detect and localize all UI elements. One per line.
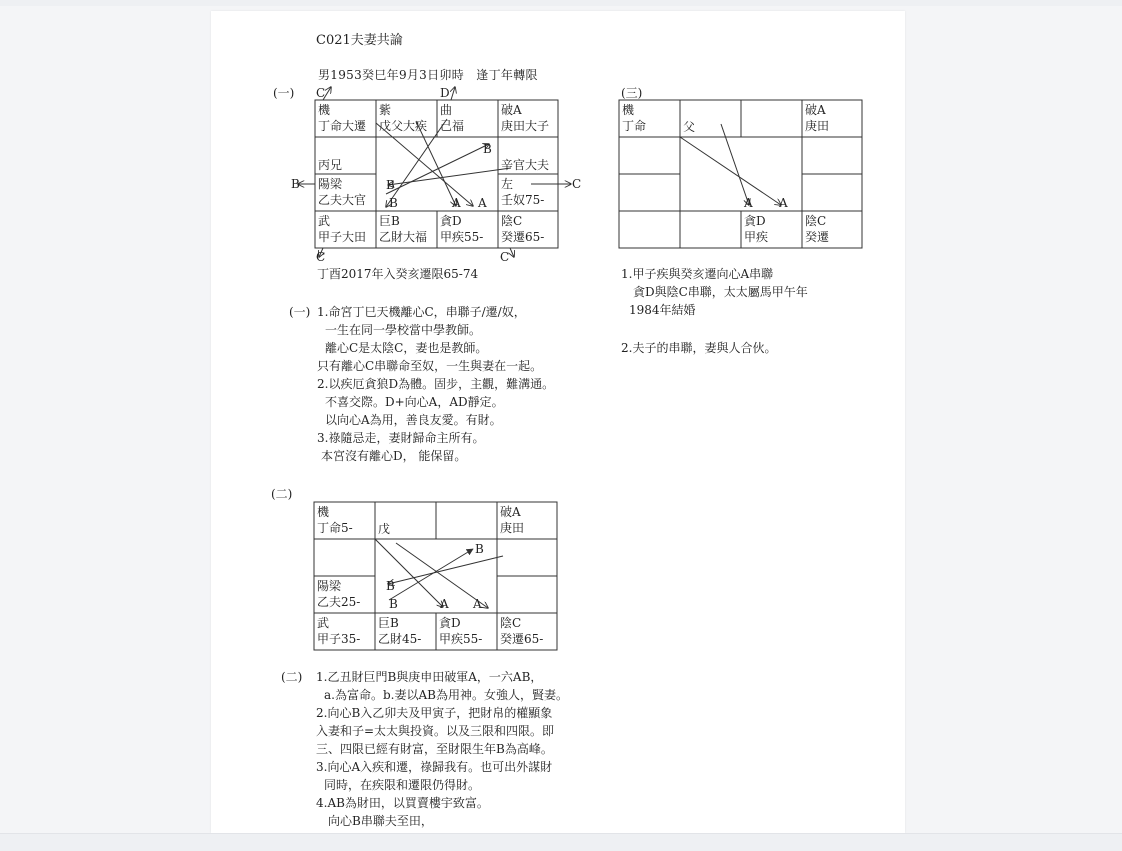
note-2-line-1: 1.乙丑財巨門B與庚申田破軍A，一六AB， [316,670,543,684]
section-label-1: (一) [273,86,295,100]
chart-3-cell-yin: 陰C 癸遷 [805,214,830,244]
chart-1-cell-zuo: 左 壬奴75- [501,177,545,207]
section-label-3: (三) [621,86,643,100]
note-1-line-3: 離心C是太陰C，妻也是教師。 [325,341,488,355]
chart-1-cell-zi: 紫 戊父大疾 [379,103,428,133]
viewer-bottom-bar [0,833,1122,851]
note-2-label: (二) [281,670,303,684]
note-3-line-4: 2.夫子的串聯，妻與人合伙。 [621,341,777,355]
document-title: C021夫妻共論 [316,33,403,48]
note-2-line-9: 向心B串聯夫至田， [328,814,433,828]
chart-3-cell-fu: 父 [683,120,696,134]
viewer-top-bar [0,0,1122,6]
note-1-line-2: 一生在同一學校當中學教師。 [325,323,482,337]
chart-2-mark-b-low: B [389,597,398,611]
chart-1-mark-c-bottom-left: C [316,250,326,264]
chart-2-cell-po: 破A 庚田 [500,505,525,535]
chart-2-cell-ji: 機 丁命5- [317,505,353,535]
chart-1-cell-guan: 辛官大夫 [501,158,550,172]
chart-2-cell-yin: 陰C 癸遷65- [500,616,544,646]
chart-3-cell-ji: 機 丁命 [622,103,647,133]
note-2-line-2: a.為富命。b.妻以AB為用神。女強人，賢妻。 [324,688,568,702]
chart-2-mark-b-left: B [386,579,395,593]
chart-2-cell-wu: 戊 [378,522,391,536]
document-page [211,11,905,833]
note-2-line-8: 4.AB為財田，以買賣樓宇致富。 [316,796,489,810]
note-1-label: (一) [289,305,311,319]
note-1-line-9: 本宮沒有離心D， 能保留。 [321,449,467,463]
chart-2 [211,11,905,671]
chart-2-cell-yangliang: 陽梁 乙夫25- [317,579,361,609]
chart-1-mark-a2: A [478,196,487,210]
note-1-line-1: 1.命宮丁巳天機離心C，串聯子/遷/奴， [317,305,526,319]
chart-1-cell-xiong: 丙兄 [318,158,343,172]
note-3-line-1: 1.甲子疾與癸亥遷向心A串聯 [621,267,774,281]
note-1-line-8: 3.祿隨忌走，妻財歸命主所有。 [317,431,485,445]
chart-1-mark-c-top: C [316,86,326,100]
chart-3-mark-a1: A [744,196,753,210]
chart-2-cell-ju: 巨B 乙財45- [378,616,422,646]
note-1-line-5: 2.以疾厄貪狼D為體。固步，主觀，難溝通。 [317,377,555,391]
chart-1-cell-qu: 曲 己福 [440,103,465,133]
note-1-line-7: 以向心A為用，善良友愛。有財。 [325,413,502,427]
note-3-line-2: 貪D與陰C串聯，太太屬馬甲午年 [633,285,808,299]
chart-3-cell-tan: 貪D 甲疾 [744,214,769,244]
note-2-line-7: 同時，在疾限和遷限仍得財。 [324,778,481,792]
chart-1-cell-tan: 貪D 甲疾55- [440,214,484,244]
chart-2-mark-a1: A [440,597,449,611]
section-label-2: (二) [271,487,293,501]
chart-2-mark-a2: A [473,597,482,611]
chart-2-lines [211,11,905,671]
chart-1-cell-wu: 武 甲子大田 [318,214,367,244]
chart-1-mark-b-center: B [386,178,395,192]
chart-2-cell-tan: 貪D 甲疾55- [439,616,483,646]
chart-3-mark-a2: A [779,196,788,210]
birth-line: 男1953癸巳年9月3日卯時 逢丁年轉限 [318,68,538,82]
chart-1-cell-ju: 巨B 乙財大福 [379,214,428,244]
chart-1-cell-yin: 陰C 癸遷65- [501,214,545,244]
chart-1-caption: 丁酉2017年入癸亥遷限65-74 [317,267,479,281]
chart-1-cell-ji: 機 丁命大遷 [318,103,367,133]
chart-1-mark-a1: A [452,196,461,210]
chart-1-mark-c-right: C [572,177,582,191]
note-1-line-6: 不喜交際。D+向心A，AD靜定。 [325,395,504,409]
note-2-line-4: 入妻和子=太太與投資。以及三限和四限。即 [316,724,555,738]
chart-1-mark-b-left: B [291,177,300,191]
chart-1-cell-po: 破A 庚田大子 [501,103,550,133]
chart-3-cell-po: 破A 庚田 [805,103,830,133]
note-1-line-4: 只有離心C串聯命至奴，一生與妻在一起。 [317,359,543,373]
note-2-line-6: 3.向心A入疾和遷，祿歸我有。也可出外謀財 [316,760,553,774]
note-2-line-3: 2.向心B入乙卯夫及甲寅子，把財帛的權顯象 [316,706,553,720]
chart-1-mark-b-mid: B [483,142,492,156]
chart-1-mark-d-top: D [440,86,450,100]
note-2-line-5: 三、四限已經有財富，至財限生年B為高峰。 [316,742,553,756]
chart-1-mark-b-low: B [389,196,398,210]
chart-1-cell-yangliang: 陽梁 乙夫大官 [318,177,367,207]
chart-2-cell-wuqu: 武 甲子35- [317,616,361,646]
note-3-line-3: 1984年結婚 [629,303,696,317]
chart-1-mark-c-bottom-right: C [500,250,510,264]
chart-2-mark-b-upper: B [475,542,484,556]
